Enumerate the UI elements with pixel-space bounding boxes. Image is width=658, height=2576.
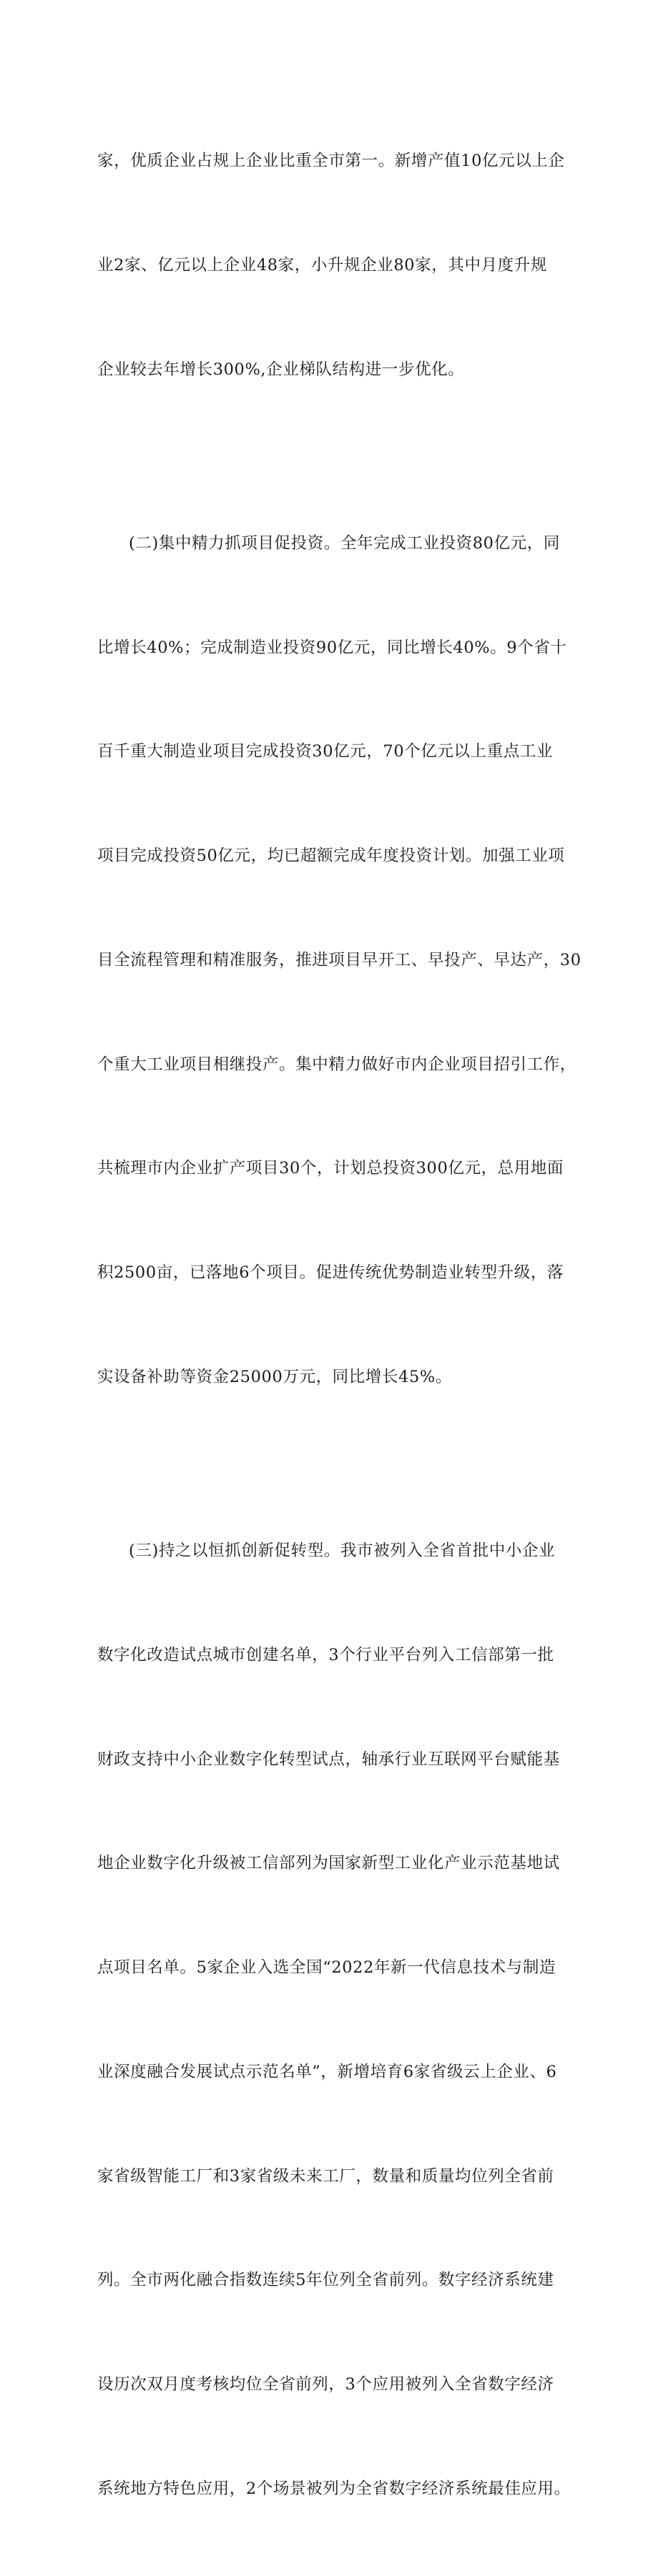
text-line: 实设备补助等资金25000万元，同比增长45%。 [97, 1367, 452, 1386]
text-line: 数字化改造试点城市创建名单，3个行业平台列入工信部第一批 [97, 1645, 554, 1664]
text-line: 设历次双月度考核均位全省前列，3个应用被列入全省数字经济 [97, 2375, 554, 2394]
document-body [97, 74, 581, 2576]
text-line: 个重大工业项目相继投产。集中精力做好市内企业项目招引工作， [97, 1055, 576, 1074]
text-line: 家省级智能工厂和3家省级未来工厂，数量和质量均位列全省前 [97, 2166, 554, 2186]
text-line-heading: (二)集中精力抓项目促投资。全年完成工业投资80亿元，同 [129, 533, 560, 553]
paragraph-1 [97, 74, 569, 457]
text-line: 比增长40%；完成制造业投资90亿元，同比增长40%。9个省十 [97, 638, 567, 657]
text-line: 地企业数字化升级被工信部列为国家新型工业化产业示范基地试 [97, 1854, 560, 1873]
text-line: 企业较去年增长300%,企业梯队结构进一步优化。 [97, 360, 465, 379]
text-line: 系统地方特色应用，2个场景被列为全省数字经济系统最佳应用。 [97, 2479, 571, 2498]
text-line: 目全流程管理和精准服务，推进项目早开工、早投产、早达产，30 [97, 950, 581, 969]
text-line: 点项目名单。5家企业入选全国“2022年新一代信息技术与制造 [97, 1958, 556, 1978]
text-line-heading: (三)持之以恒抓创新促转型。我市被列入全省首批中小企业 [129, 1541, 556, 1560]
text-line: 家，优质企业占规上企业比重全市第一。新增产值10亿元以上企 [97, 152, 565, 171]
text-line: 百千重大制造业项目完成投资30亿元，70个亿元以上重点工业 [97, 742, 554, 761]
text-line: 业深度融合发展试点示范名单”，新增培育6家省级云上企业、6 [97, 2062, 557, 2081]
paragraph-2 [97, 457, 581, 1464]
text-line: 共梳理市内企业扩产项目30个，计划总投资300亿元，总用地面 [97, 1159, 564, 1178]
text-line: 项目完成投资50亿元，均已超额完成年度投资计划。加强工业项 [97, 847, 565, 866]
text-line: 业2家、亿元以上企业48家，小升规企业80家，其中月度升规 [97, 255, 547, 275]
text-line: 积2500亩，已落地6个项目。促进传统优势制造业转型升级，落 [97, 1263, 564, 1283]
text-line: 列。全市两化融合指数连续5年位列全省前列。数字经济系统建 [97, 2271, 554, 2290]
paragraph-3 [97, 1464, 569, 2576]
text-line: 财政支持中小企业数字化转型试点，轴承行业互联网平台赋能基 [97, 1750, 560, 1769]
